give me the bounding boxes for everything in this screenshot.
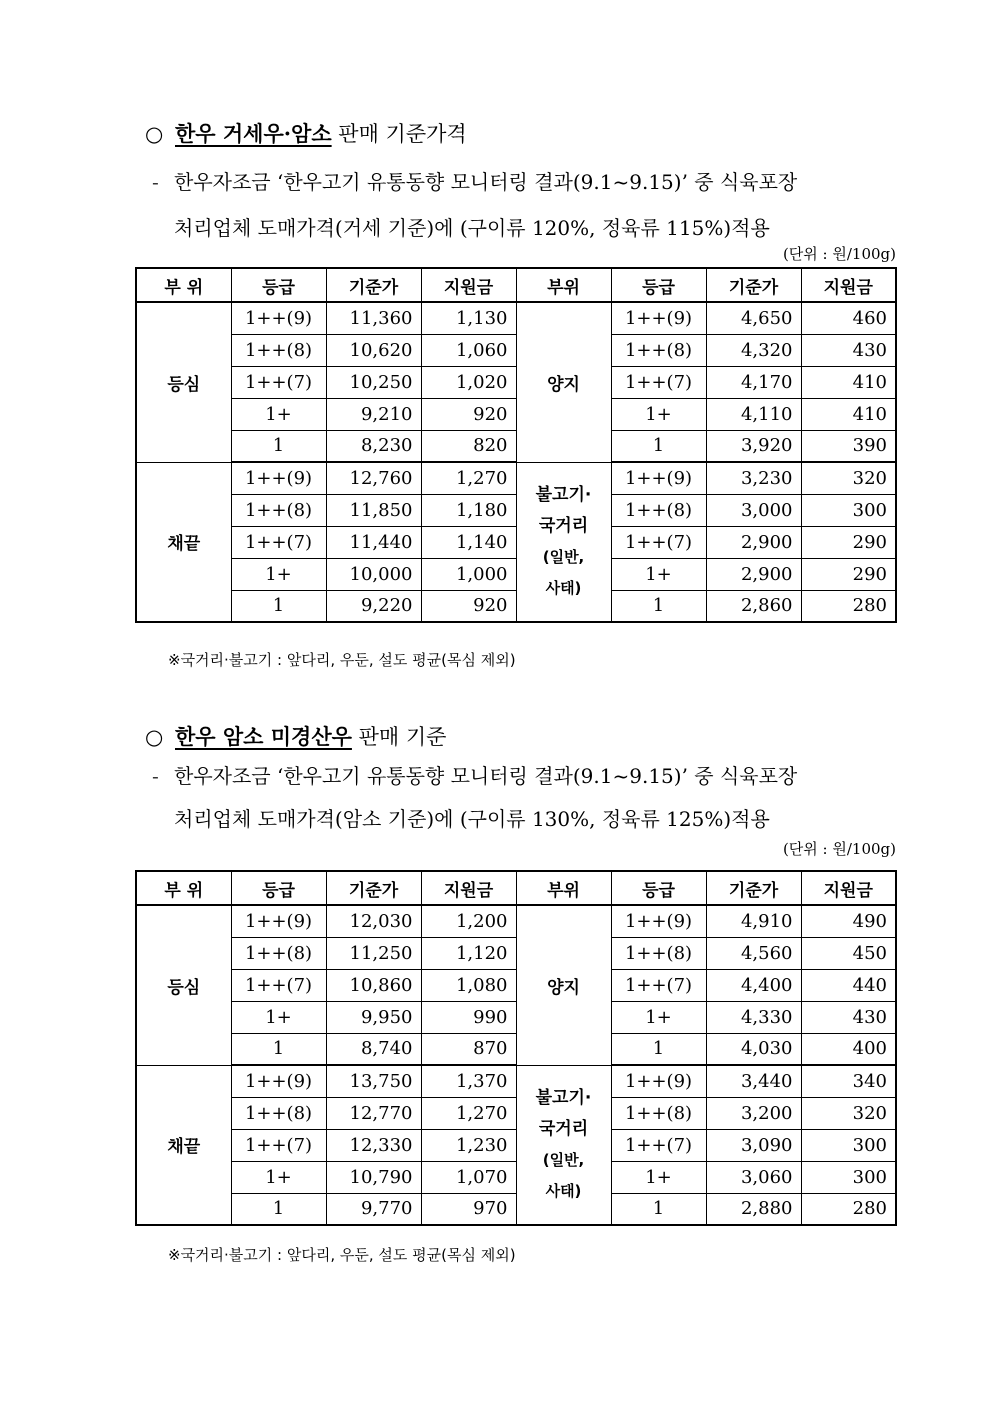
subsidy-cell: 280 [801, 1193, 896, 1225]
subsidy-cell: 1,130 [421, 302, 516, 334]
subsidy-cell: 920 [421, 590, 516, 622]
subsidy-cell: 1,370 [421, 1065, 516, 1097]
table-header-row [136, 871, 896, 905]
base-price-cell: 2,900 [706, 526, 801, 558]
section-2-unit: (단위 : 원/100g) [782, 840, 896, 858]
subsidy-cell: 320 [801, 462, 896, 494]
base-price-cell: 3,060 [706, 1161, 801, 1193]
section-2-note: ※국거리·불고기 : 앞다리, 우둔, 설도 평균(목심 제외) [168, 1246, 516, 1264]
base-price-cell: 2,900 [706, 558, 801, 590]
subsidy-cell: 1,200 [421, 905, 516, 937]
cut-name-cell: 등심 [136, 302, 231, 462]
header-part: 부 위 [136, 268, 231, 302]
subsidy-cell: 1,060 [421, 334, 516, 366]
base-price-cell: 13,750 [326, 1065, 421, 1097]
grade-cell: 1 [231, 1193, 326, 1225]
grade-cell: 1++(9) [231, 302, 326, 334]
grade-cell: 1++(7) [611, 366, 706, 398]
grade-cell: 1 [611, 1033, 706, 1065]
cut-name-line: 국거리 [538, 1118, 589, 1139]
base-price-cell: 3,230 [706, 462, 801, 494]
header-grade: 등급 [611, 268, 706, 302]
cut-name-cell [516, 302, 611, 462]
base-price-cell: 9,770 [326, 1193, 421, 1225]
subsidy-cell: 340 [801, 1065, 896, 1097]
base-price-cell: 10,790 [326, 1161, 421, 1193]
section-2-desc-line2: 처리업체 도매가격(암소 기준)에 (구이류 130%, 정육류 125%)적용 [174, 807, 770, 831]
grade-cell: 1+ [231, 558, 326, 590]
section-1-price-table [135, 267, 897, 623]
subsidy-cell: 430 [801, 334, 896, 366]
subsidy-cell: 290 [801, 558, 896, 590]
subsidy-cell: 1,020 [421, 366, 516, 398]
grade-cell: 1++(8) [231, 1097, 326, 1129]
base-price-cell: 4,910 [706, 905, 801, 937]
base-price-cell: 11,360 [326, 302, 421, 334]
cut-name-line: 국거리 [538, 515, 589, 536]
cut-name-cell [516, 462, 611, 622]
subsidy-cell: 280 [801, 590, 896, 622]
section-2-heading-highlight: 한우 암소 미경산우 [175, 724, 352, 749]
subsidy-cell: 300 [801, 1129, 896, 1161]
base-price-cell: 12,770 [326, 1097, 421, 1129]
cut-name-line: 사태) [545, 1181, 582, 1200]
section-1-heading [145, 118, 467, 148]
header-base-price: 기준가 [326, 871, 421, 905]
subsidy-cell: 1,120 [421, 937, 516, 969]
subsidy-cell: 1,270 [421, 1097, 516, 1129]
grade-cell: 1++(8) [611, 494, 706, 526]
grade-cell: 1++(9) [231, 1065, 326, 1097]
subsidy-cell: 1,140 [421, 526, 516, 558]
cut-name-cell: 등심 [136, 905, 231, 1065]
cut-name-cell: 채끝 [136, 1065, 231, 1225]
header-subsidy: 지원금 [801, 871, 896, 905]
cut-name-line: 양지 [547, 374, 580, 395]
grade-cell: 1 [231, 1033, 326, 1065]
base-price-cell: 4,400 [706, 969, 801, 1001]
grade-cell: 1++(8) [611, 1097, 706, 1129]
cut-name-line: (일반, [542, 1150, 585, 1169]
grade-cell: 1++(9) [611, 905, 706, 937]
grade-cell: 1+ [611, 1161, 706, 1193]
base-price-cell: 3,920 [706, 430, 801, 462]
grade-cell: 1++(8) [231, 334, 326, 366]
base-price-cell: 9,210 [326, 398, 421, 430]
subsidy-cell: 990 [421, 1001, 516, 1033]
subsidy-cell: 440 [801, 969, 896, 1001]
subsidy-cell: 1,070 [421, 1161, 516, 1193]
section-1-heading-rest: 판매 기준가격 [331, 122, 467, 146]
base-price-cell: 9,950 [326, 1001, 421, 1033]
dash-bullet-icon: - [152, 170, 159, 194]
grade-cell: 1++(9) [231, 905, 326, 937]
section-1-desc-line2: 처리업체 도매가격(거세 기준)에 (구이류 120%, 정육류 115%)적용 [174, 216, 770, 240]
table-row [136, 905, 896, 937]
subsidy-cell: 410 [801, 366, 896, 398]
subsidy-cell: 1,180 [421, 494, 516, 526]
base-price-cell: 10,860 [326, 969, 421, 1001]
base-price-cell: 11,250 [326, 937, 421, 969]
base-price-cell: 4,650 [706, 302, 801, 334]
grade-cell: 1++(7) [231, 1129, 326, 1161]
base-price-cell: 3,200 [706, 1097, 801, 1129]
base-price-cell: 3,440 [706, 1065, 801, 1097]
base-price-cell: 12,030 [326, 905, 421, 937]
base-price-cell: 11,440 [326, 526, 421, 558]
grade-cell: 1++(7) [231, 366, 326, 398]
grade-cell: 1 [611, 590, 706, 622]
subsidy-cell: 410 [801, 398, 896, 430]
circle-bullet-icon: ○ [145, 122, 164, 146]
header-subsidy: 지원금 [421, 268, 516, 302]
base-price-cell: 10,000 [326, 558, 421, 590]
subsidy-cell: 490 [801, 905, 896, 937]
cut-name-cell: 채끝 [136, 462, 231, 622]
base-price-cell: 9,220 [326, 590, 421, 622]
base-price-cell: 4,330 [706, 1001, 801, 1033]
subsidy-cell: 300 [801, 1161, 896, 1193]
subsidy-cell: 400 [801, 1033, 896, 1065]
section-2-heading-rest: 판매 기준 [351, 725, 447, 749]
grade-cell: 1++(7) [231, 969, 326, 1001]
subsidy-cell: 390 [801, 430, 896, 462]
base-price-cell: 4,560 [706, 937, 801, 969]
grade-cell: 1++(9) [611, 1065, 706, 1097]
cut-name-cell [516, 905, 611, 1065]
subsidy-cell: 1,270 [421, 462, 516, 494]
grade-cell: 1 [611, 1193, 706, 1225]
header-part: 부 위 [136, 871, 231, 905]
dash-bullet-icon: - [152, 764, 159, 788]
header-base-price: 기준가 [706, 268, 801, 302]
base-price-cell: 12,760 [326, 462, 421, 494]
grade-cell: 1++(8) [611, 334, 706, 366]
header-subsidy: 지원금 [421, 871, 516, 905]
cut-name-cell [516, 1065, 611, 1225]
base-price-cell: 8,230 [326, 430, 421, 462]
subsidy-cell: 290 [801, 526, 896, 558]
section-1-desc-line1: - 한우자조금 ‘한우고기 유통동향 모니터링 결과(9.1~9.15)’ 중 식육포장 [152, 170, 798, 194]
grade-cell: 1 [231, 590, 326, 622]
base-price-cell: 2,860 [706, 590, 801, 622]
subsidy-cell: 430 [801, 1001, 896, 1033]
cut-name-line: (일반, [542, 547, 585, 566]
base-price-cell: 10,250 [326, 366, 421, 398]
header-grade: 등급 [611, 871, 706, 905]
section-1-heading-highlight: 한우 거세우·암소 [175, 121, 332, 146]
section-2-desc-line1: - 한우자조금 ‘한우고기 유통동향 모니터링 결과(9.1~9.15)’ 중 식육포장 [152, 764, 798, 788]
header-base-price: 기준가 [706, 871, 801, 905]
grade-cell: 1++(7) [611, 526, 706, 558]
subsidy-cell: 970 [421, 1193, 516, 1225]
grade-cell: 1++(8) [231, 937, 326, 969]
grade-cell: 1++(8) [231, 494, 326, 526]
grade-cell: 1+ [611, 558, 706, 590]
base-price-cell: 12,330 [326, 1129, 421, 1161]
subsidy-cell: 450 [801, 937, 896, 969]
header-grade: 등급 [231, 871, 326, 905]
section-2-price-table [135, 870, 897, 1226]
grade-cell: 1+ [231, 1001, 326, 1033]
subsidy-cell: 1,230 [421, 1129, 516, 1161]
grade-cell: 1++(9) [611, 302, 706, 334]
subsidy-cell: 920 [421, 398, 516, 430]
base-price-cell: 2,880 [706, 1193, 801, 1225]
grade-cell: 1++(7) [611, 1129, 706, 1161]
base-price-cell: 4,110 [706, 398, 801, 430]
subsidy-cell: 1,000 [421, 558, 516, 590]
cut-name-line: 불고기· [535, 1087, 592, 1108]
section-1-unit: (단위 : 원/100g) [782, 245, 896, 263]
cut-name-line: 양지 [547, 977, 580, 998]
subsidy-cell: 320 [801, 1097, 896, 1129]
table-row [136, 1065, 896, 1097]
subsidy-cell: 1,080 [421, 969, 516, 1001]
header-subsidy: 지원금 [801, 268, 896, 302]
grade-cell: 1++(7) [231, 526, 326, 558]
cut-name-line: 사태) [545, 578, 582, 597]
grade-cell: 1+ [231, 398, 326, 430]
grade-cell: 1++(7) [611, 969, 706, 1001]
base-price-cell: 8,740 [326, 1033, 421, 1065]
base-price-cell: 10,620 [326, 334, 421, 366]
subsidy-cell: 300 [801, 494, 896, 526]
grade-cell: 1++(8) [611, 937, 706, 969]
grade-cell: 1+ [231, 1161, 326, 1193]
table-row [136, 462, 896, 494]
subsidy-cell: 870 [421, 1033, 516, 1065]
subsidy-cell: 820 [421, 430, 516, 462]
header-grade: 등급 [231, 268, 326, 302]
base-price-cell: 4,170 [706, 366, 801, 398]
base-price-cell: 11,850 [326, 494, 421, 526]
base-price-cell: 4,320 [706, 334, 801, 366]
grade-cell: 1++(9) [611, 462, 706, 494]
base-price-cell: 4,030 [706, 1033, 801, 1065]
section-2-heading [145, 721, 446, 751]
header-part: 부위 [516, 268, 611, 302]
grade-cell: 1+ [611, 1001, 706, 1033]
section-1-note: ※국거리·불고기 : 앞다리, 우둔, 설도 평균(목심 제외) [168, 651, 516, 669]
grade-cell: 1 [231, 430, 326, 462]
base-price-cell: 3,090 [706, 1129, 801, 1161]
grade-cell: 1 [611, 430, 706, 462]
table-row [136, 302, 896, 334]
grade-cell: 1++(9) [231, 462, 326, 494]
cut-name-line: 불고기· [535, 484, 592, 505]
header-base-price: 기준가 [326, 268, 421, 302]
header-part: 부위 [516, 871, 611, 905]
table-header-row [136, 268, 896, 302]
circle-bullet-icon: ○ [145, 725, 164, 749]
subsidy-cell: 460 [801, 302, 896, 334]
base-price-cell: 3,000 [706, 494, 801, 526]
grade-cell: 1+ [611, 398, 706, 430]
